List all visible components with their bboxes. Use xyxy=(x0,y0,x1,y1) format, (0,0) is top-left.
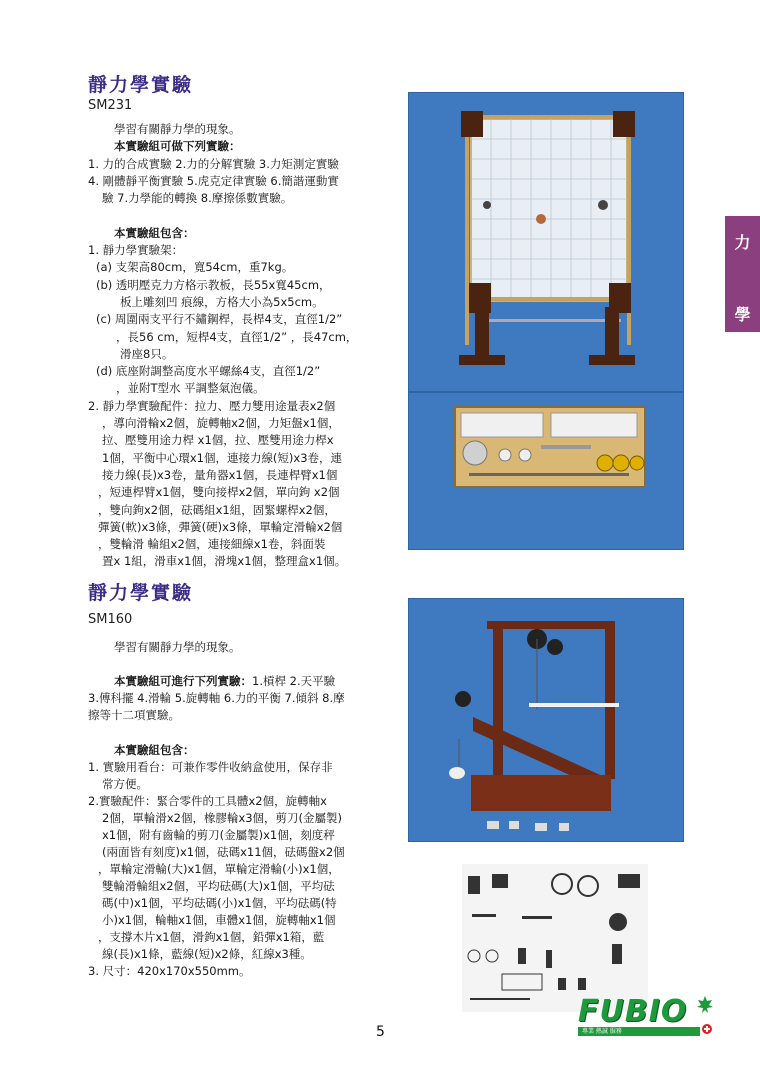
section2-line: 本實驗組包含： xyxy=(114,743,195,757)
section1-line: 置x 1組，滑車x1個，滑塊x1個，整理盒x1個。 xyxy=(102,554,347,569)
section1-line: ，雙輪滑 輪組x2個，連接細線x1卷，斜面裝 xyxy=(98,537,326,552)
section2-line: ，單輪定滑輪(大)x1個，單輪定滑輪(小)x1個， xyxy=(98,862,340,876)
section2-line: 3. 尺寸：420x170x550mm。 xyxy=(88,964,251,978)
section1-line: (b) 透明壓克力方格示教板，長55x寬45cm， xyxy=(96,277,331,292)
section2-line: 2個，單輪滑x2個，橡膠輪x3個，剪刀(金屬製) xyxy=(102,811,343,825)
section2-line: 本實驗組可進行下列實驗：1.槓桿 2.天平驗 xyxy=(114,674,336,688)
section1-line: 1. 靜力學實驗架： xyxy=(88,243,184,258)
section1-line: 接力線(長)x3卷，量角器x1個，長連桿臂x1個 xyxy=(102,467,338,482)
section2-line: x1個，附有齒輪的剪刀(金屬製)x1個，刻度秤 xyxy=(102,828,335,842)
section1-line: 板上雕刻凹 痕線，方格大小為5x5cm。 xyxy=(120,294,324,309)
section2-line: 線(長)x1條，藍線(短)x2條，紅線x3種。 xyxy=(102,947,312,961)
section1-description xyxy=(0,121,357,571)
parts-illustration xyxy=(462,864,648,1012)
section1-line: 本實驗組可做下列實驗： xyxy=(114,139,241,154)
section2-line: 雙輪滑輪組x2個，平均砝碼(大)x1個，平均砝 xyxy=(102,879,335,893)
section1-title: 靜力學實驗 xyxy=(88,74,194,96)
category-side-tab xyxy=(725,216,760,332)
section2-line: 常方便。 xyxy=(102,777,148,791)
section1-line: 彈簧(軟)x3條，彈簧(硬)x3條，單輪定滑輪x2個 xyxy=(98,519,343,534)
section1-line: ，導向滑輪x2個，旋轉軸x2個，力矩盤x1個， xyxy=(102,416,340,431)
maple-leaf-icon xyxy=(696,996,714,1014)
logo-wordmark: FUBIO xyxy=(578,994,688,1029)
page-number: 5 xyxy=(376,1024,385,1040)
section1-line: 驗 7.力學能的轉換 8.摩擦係數實驗。 xyxy=(102,191,293,206)
section1-line: 4. 剛體靜平衡實驗 5.虎克定律實驗 6.簡諧運動實 xyxy=(88,173,339,188)
section2-title: 靜力學實驗 xyxy=(88,582,194,604)
section1-line: (d) 底座附調整高度水平螺絲4支，直徑1/2” xyxy=(96,364,321,379)
section2-line: ，支撐木片x1個，滑鉤x1個，鉛彈x1箱，藍 xyxy=(98,930,325,944)
section2-line: 小)x1個，輪軸x1個，車體x1個，旋轉軸x1個 xyxy=(102,913,336,927)
section2-line: 擦等十二項實驗。 xyxy=(88,708,180,722)
product-photo-frame xyxy=(408,92,684,392)
section1-line: 滑座8只。 xyxy=(120,346,174,361)
section1-line xyxy=(0,207,357,224)
fubio-logo xyxy=(578,994,718,1038)
section2-line: 2.實驗配件：緊合零件的工具體x2個，旋轉軸x xyxy=(88,794,327,808)
product-photo-stand xyxy=(408,598,684,842)
section1-line: (c) 周圍兩支平行不鏽鋼桿，長桿4支，直徑1/2” xyxy=(96,312,343,327)
section1-line: (a) 支架高80cm，寬54cm，重7kg。 xyxy=(96,260,294,275)
stand-illustration xyxy=(409,599,683,841)
section1-line: 1. 力的合成實驗 2.力的分解實驗 3.力矩測定實驗 xyxy=(88,156,339,171)
statics-frame-illustration xyxy=(409,93,683,391)
section2-line: 3.傅科擺 4.滑輪 5.旋轉軸 6.力的平衡 7.傾斜 8.摩 xyxy=(88,691,345,705)
section1-line: 本實驗組包含： xyxy=(114,225,195,240)
swiss-cross-icon xyxy=(702,1024,712,1034)
product-photo-accessories xyxy=(408,392,684,550)
section1-line: ，長56 cm，短桿4支，直徑1/2” ，長47cm， xyxy=(116,329,358,344)
section1-line: ，短連桿臂x1個，雙向接桿x2個，單向鉤 x2個 xyxy=(98,485,340,500)
accessory-box-illustration xyxy=(409,393,683,549)
section1-line: 1個，平衡中心環x1個，連接力線(短)x3卷，連 xyxy=(102,450,343,465)
section1-line: ，雙向鉤x2個，砝碼組x1組，固緊螺桿x2個， xyxy=(98,502,336,517)
section2-line: (兩面皆有刻度)x1個，砝碼x11個，砝碼盤x2個 xyxy=(102,845,345,859)
product-photo-parts xyxy=(462,864,648,1012)
section1-code: SM231 xyxy=(88,98,133,113)
side-tab-char-2: 學 xyxy=(734,305,751,324)
logo-tagline: 專業 熱誠 服務 xyxy=(578,1027,700,1036)
section2-code: SM160 xyxy=(88,612,133,627)
section2-line: 1. 實驗用看台：可兼作零件收納盒使用，保存非 xyxy=(88,760,333,774)
section1-line: 學習有關靜力學的現象。 xyxy=(114,122,241,136)
side-tab-char-1: 力 xyxy=(734,233,751,252)
section2-line: 學習有關靜力學的現象。 xyxy=(114,640,241,654)
section2-line: 碼(中)x1個，平均砝碼(小)x1個，平均砝碼(特 xyxy=(102,896,337,910)
section1-line: 2. 靜力學實驗配件：拉力、壓力雙用途量表x2個 xyxy=(88,398,336,413)
section1-line: ，並附T型水 平調整氣泡儀。 xyxy=(116,381,265,396)
section1-line: 拉、壓雙用途力桿 x1個，拉、壓雙用途力桿x xyxy=(102,433,334,448)
